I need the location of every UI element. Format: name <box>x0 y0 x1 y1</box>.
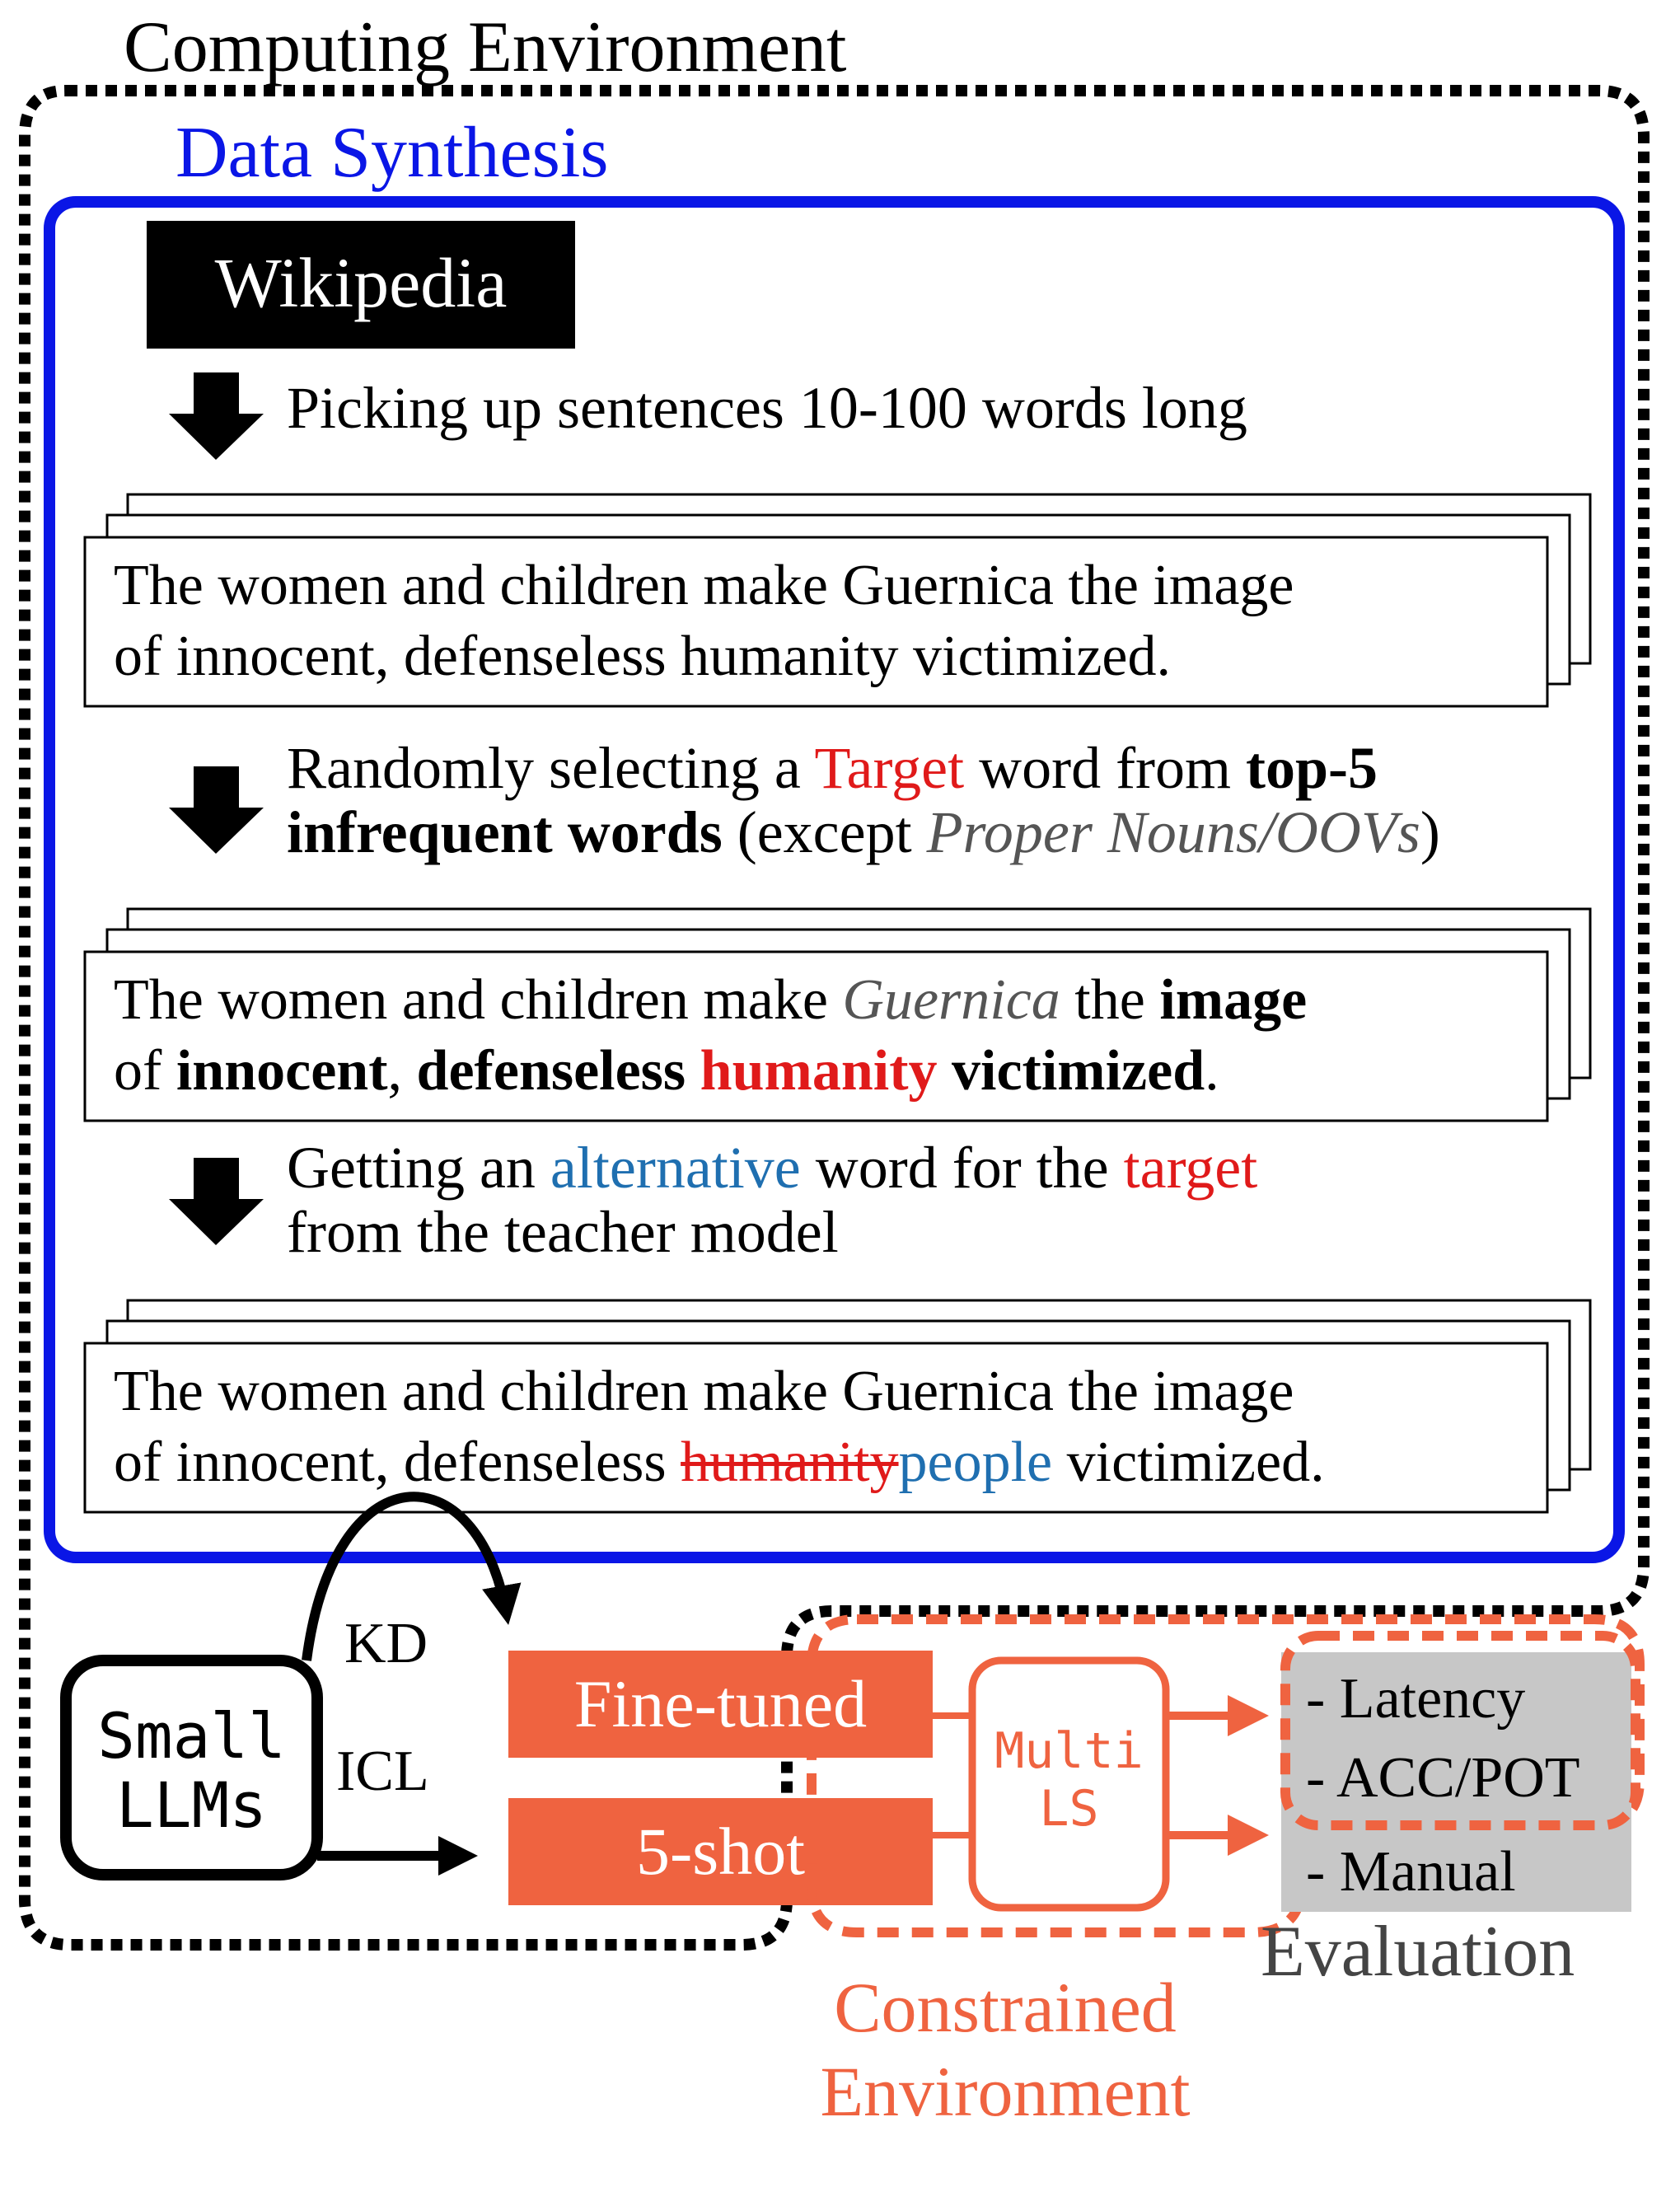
data-synthesis-title: Data Synthesis <box>175 113 609 193</box>
eval-latency: - Latency <box>1306 1667 1526 1731</box>
down-arrow-icon <box>169 372 264 460</box>
small-llms-line2: LLMs <box>115 1768 268 1842</box>
step2-target: Target <box>814 735 965 801</box>
kd-label: KD <box>344 1612 428 1675</box>
step2-bold2: infrequent words <box>287 799 723 865</box>
sentence2 <box>114 965 1307 1107</box>
s2-w5 <box>686 1039 700 1103</box>
multils-line1: Multi <box>994 1722 1144 1780</box>
s3-w1: of innocent, defenseless <box>114 1431 681 1494</box>
step2-italic: Proper Nouns/OOVs <box>926 799 1420 865</box>
fine-tuned-label: Fine-tuned <box>573 1666 868 1741</box>
wikipedia-label: Wikipedia <box>214 243 508 322</box>
sentence3 <box>114 1356 1325 1498</box>
s3-alt: people <box>898 1431 1053 1494</box>
s2-w3: of <box>114 1039 176 1103</box>
step2-text <box>287 736 1440 864</box>
step2-part4: ) <box>1420 799 1440 865</box>
small-llms-label <box>66 1699 317 1842</box>
step1-text: Picking up sentences 10-100 words long <box>287 375 1247 441</box>
step3-text <box>287 1136 1257 1264</box>
small-llms-line1: Small <box>97 1699 286 1773</box>
constrained-line2: Environment <box>820 2052 1191 2131</box>
s3-struck: humanity <box>681 1431 899 1494</box>
evaluation-title: Evaluation <box>1261 1912 1575 1992</box>
five-shot-label: 5-shot <box>636 1814 805 1889</box>
s3-line1: The women and children make Guernica the image <box>114 1360 1294 1423</box>
step3-part1: Getting an <box>287 1135 550 1201</box>
step2-part1: Randomly selecting a <box>287 735 815 801</box>
s2-guernica: Guernica <box>842 968 1060 1032</box>
s2-w6 <box>938 1039 952 1103</box>
eval-manual: - Manual <box>1306 1840 1516 1904</box>
down-arrow-icon <box>169 766 264 854</box>
multils-line2: LS <box>1039 1780 1099 1838</box>
step3-line2: from the teacher model <box>287 1199 839 1265</box>
s2-image: image <box>1159 968 1308 1032</box>
s2-innocent: innocent <box>175 1039 388 1103</box>
step3-alternative: alternative <box>550 1135 801 1201</box>
s2-victimized: victimized <box>952 1039 1205 1103</box>
step2-part3: (except <box>722 799 927 865</box>
multils-label <box>972 1722 1166 1838</box>
sentence1-line2: of innocent, defenseless humanity victimized. <box>114 625 1171 688</box>
s2-humanity: humanity <box>700 1039 938 1103</box>
eval-acc-pot: - ACC/POT <box>1306 1746 1580 1810</box>
step2-part2: word from <box>964 735 1247 801</box>
s2-w7: . <box>1205 1039 1219 1103</box>
down-arrow-icon <box>169 1158 264 1245</box>
step2-bold1: top-5 <box>1246 735 1378 801</box>
sentence1 <box>114 550 1294 692</box>
s2-w4: , <box>387 1039 417 1103</box>
s2-w2: the <box>1060 968 1160 1032</box>
s2-defenseless: defenseless <box>416 1039 686 1103</box>
s3-w2: victimized. <box>1052 1431 1325 1494</box>
constrained-environment-title <box>774 1965 1236 2133</box>
computing-environment-title: Computing Environment <box>124 7 847 87</box>
step3-part2: word for the <box>800 1135 1124 1201</box>
icl-label: ICL <box>336 1740 429 1803</box>
sentence1-line1: The women and children make Guernica the image <box>114 554 1294 617</box>
step3-target: target <box>1123 1135 1258 1201</box>
s2-w1: The women and children make <box>114 968 843 1032</box>
constrained-line1: Constrained <box>834 1968 1177 2047</box>
